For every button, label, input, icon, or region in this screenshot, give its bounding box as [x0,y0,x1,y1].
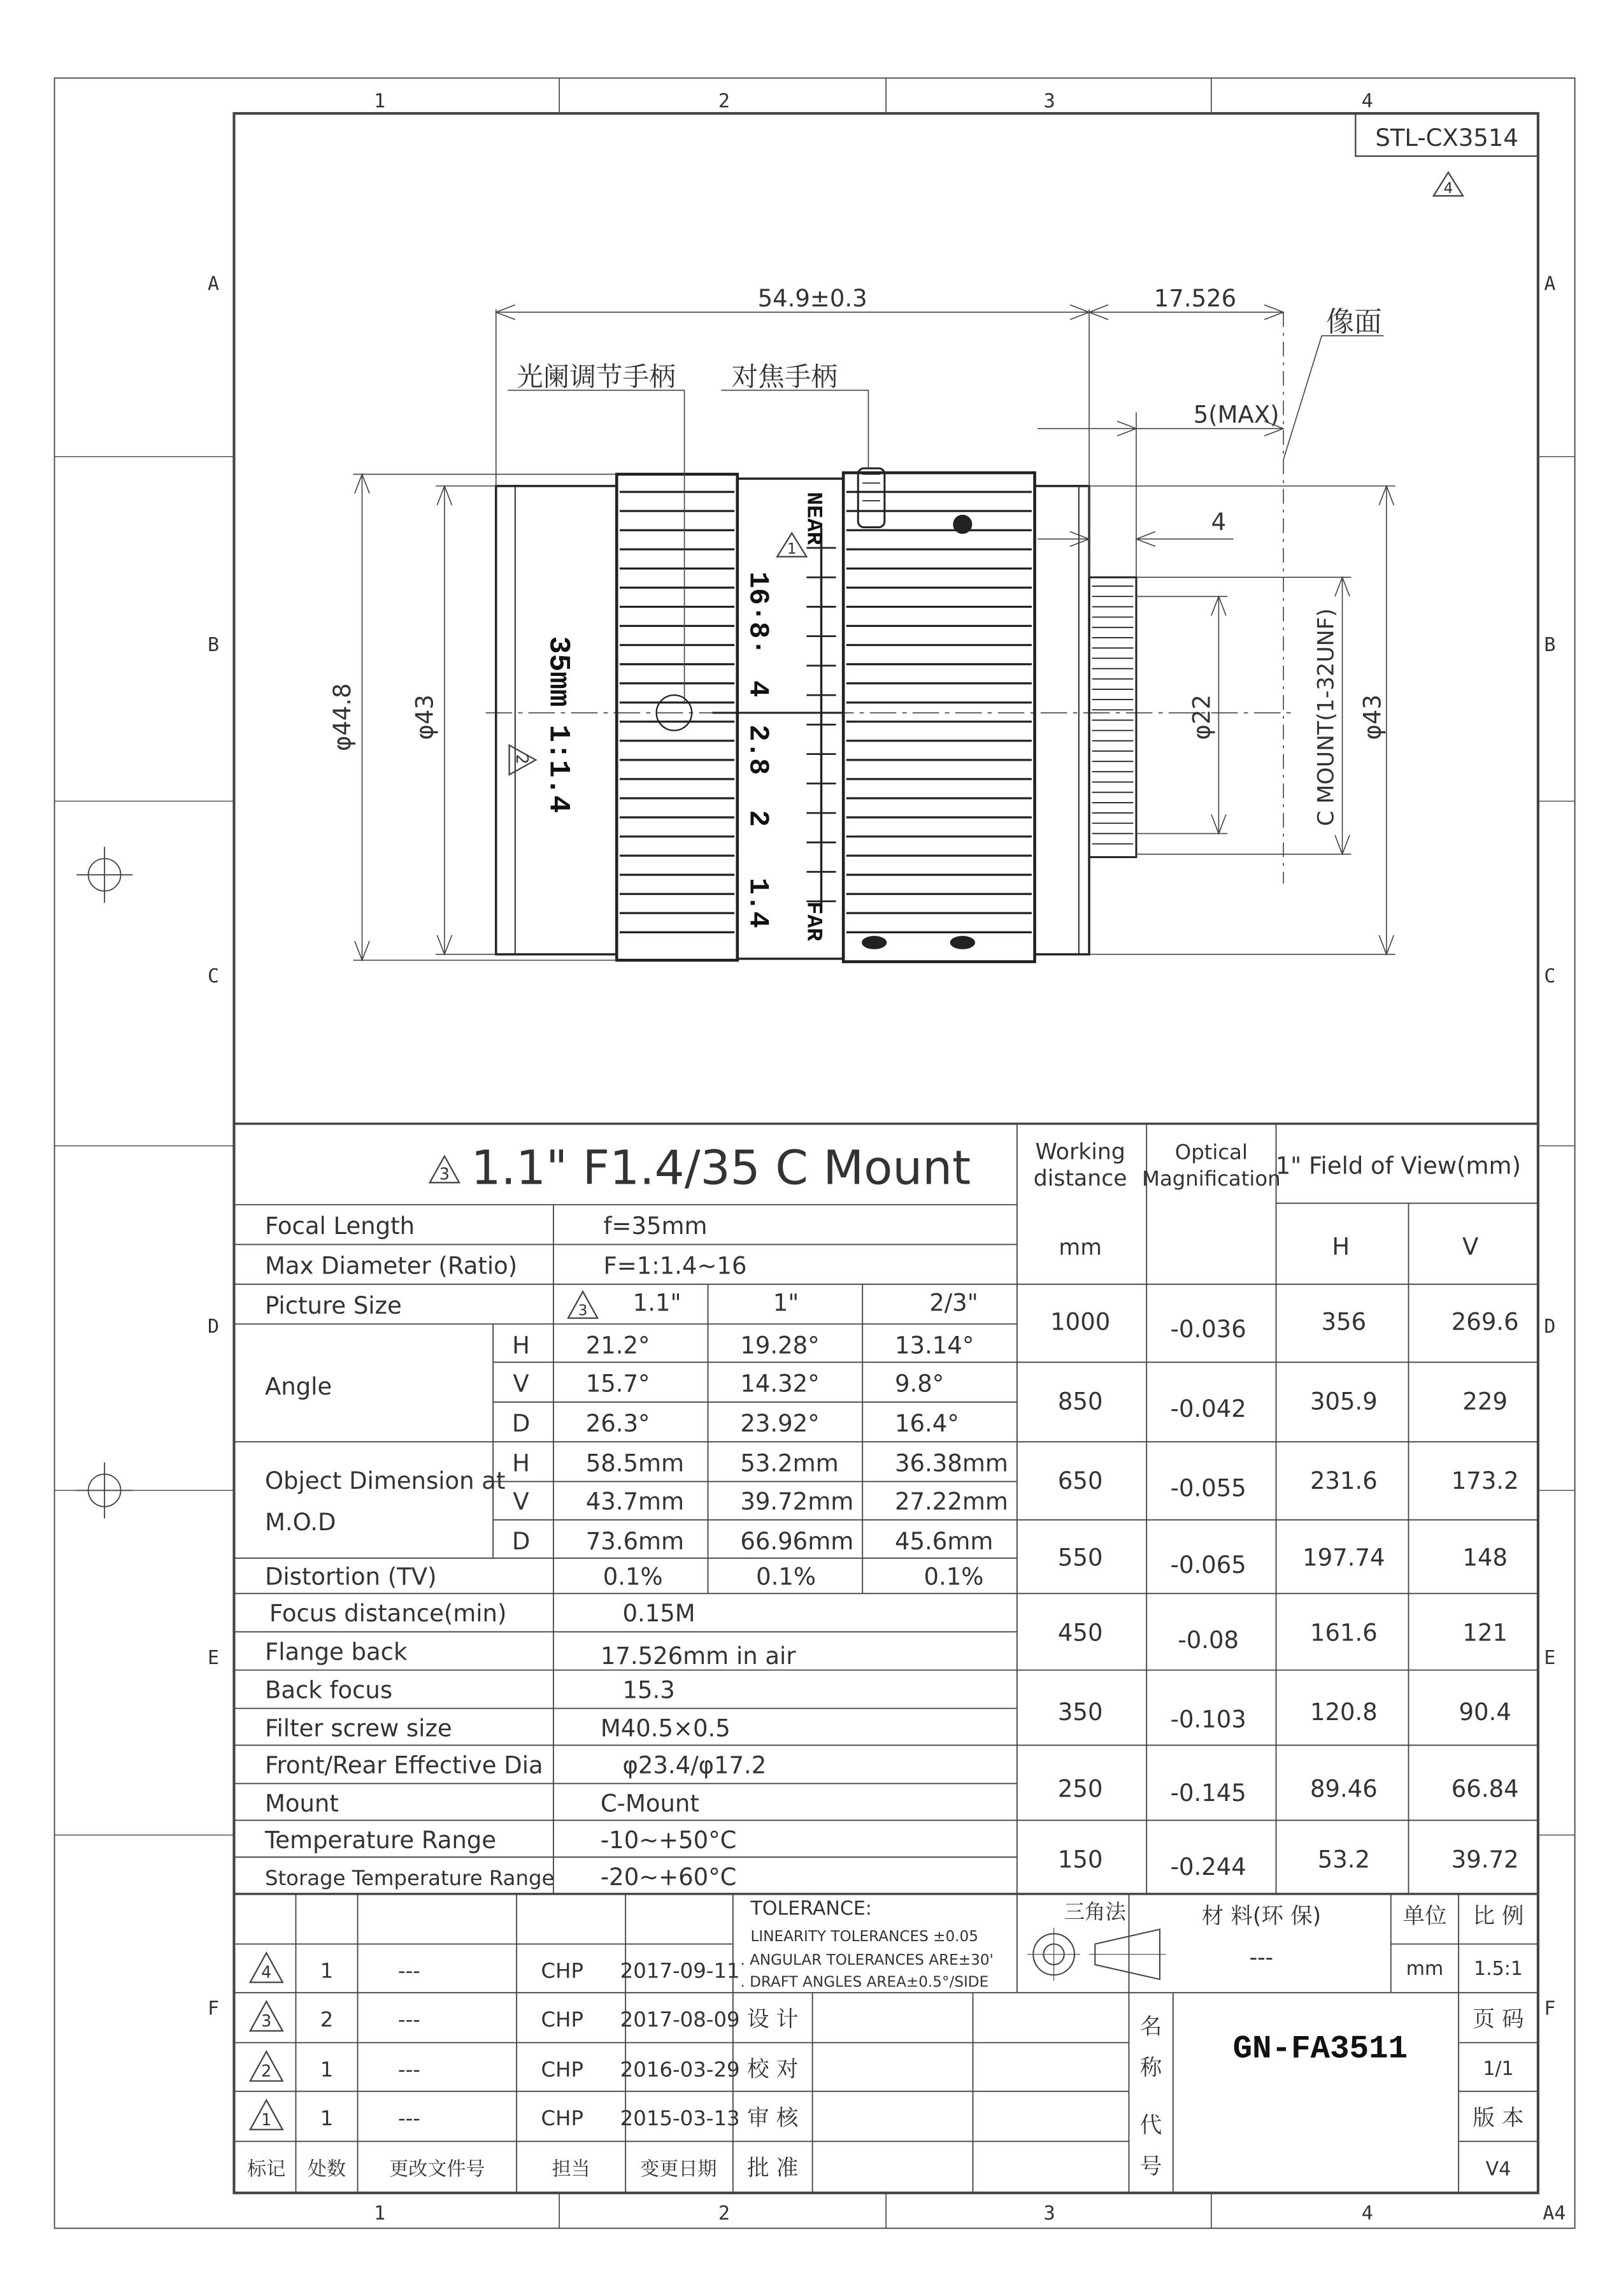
fov-h-value: 89.46 [1309,1775,1378,1803]
scale-label: 比 例 [1473,1904,1524,1930]
angle-value-1: 19.28° [740,1331,820,1360]
object-dim-value-1: 66.96mm [740,1527,854,1555]
zone-col-4: 4 [1361,90,1373,113]
zone-col-1: 1 [374,90,386,113]
header-working-distance-1: Working [1035,1139,1125,1165]
object-dim-value-2-3: 27.22mm [895,1488,1008,1516]
part-code: STL-CX3514 [1375,124,1518,152]
fov-working-distance: 850 [1057,1388,1103,1416]
dim-overall-length: 54.9±0.3 [757,284,867,312]
lens-marking-rev: 2 [513,754,532,764]
zone-col-2-bottom: 2 [718,2202,731,2225]
name-label-2: 称 [1139,2055,1162,2081]
unit-label: 单位 [1402,1904,1447,1930]
object-dim-value-1-1: 43.7mm [585,1488,685,1516]
revision-count: 1 [320,2057,334,2082]
tolerance-line-2: . ANGULAR TOLERANCES ARE±30' [740,1951,994,1969]
focal-length-value: f=35mm [603,1212,708,1240]
fov-v-value: 173.2 [1451,1467,1519,1495]
object-dim-value-1: 39.72mm [740,1488,854,1516]
zone-row-d: D [208,1316,220,1338]
iris-ring [617,474,737,960]
picture-size-1-1: 1.1" [632,1289,681,1317]
revision-mark: 3 [261,2011,272,2030]
revision-date: 2017-08-09 [620,2007,740,2032]
revision-doc: --- [397,1958,420,1983]
revision-count: 1 [320,2106,334,2130]
rev-header-mark: 标记 [247,2158,286,2181]
object-dim-value-1-1: 58.5mm [585,1449,685,1477]
screw [951,936,974,948]
object-dim-value-1: 53.2mm [740,1449,839,1477]
zone-row-c: C [208,965,220,987]
zone-row-a: A [208,273,220,296]
sign-approve: 批 准 [747,2155,799,2181]
focus-scale-rev: 1 [787,541,797,558]
focal-length-label: Focal Length [264,1212,415,1240]
version-value: V4 [1485,2158,1511,2181]
object-dim-value-2-3: 45.6mm [895,1527,994,1555]
filter-screw-label: Filter screw size [264,1714,452,1742]
fov-h-value: 161.6 [1309,1619,1378,1647]
fov-magnification: -0.036 [1170,1316,1246,1344]
max-diameter-label: Max Diameter (Ratio) [264,1252,518,1280]
fov-working-distance: 650 [1057,1467,1103,1495]
angle-value-2-3: 9.8° [895,1370,945,1398]
page-value: 1/1 [1483,2058,1514,2081]
revision-by: CHP [541,1958,583,1983]
third-angle-projection-icon [1027,1928,1166,1981]
revision-date: 2015-03-13 [620,2106,740,2130]
zone-row-e-right: E [1544,1647,1556,1670]
fov-magnification: -0.145 [1170,1779,1246,1807]
dim-phi-22: φ22 [1188,694,1216,740]
part-code-box [1355,113,1538,197]
registration-mark-icon [76,847,132,1518]
mount-thread [1089,577,1136,857]
dim-max-protrusion: 5(MAX) [1193,401,1280,429]
temperature-value: -10~+50°C [600,1826,737,1855]
sign-review: 审 核 [747,2105,799,2131]
max-diameter-value: F=1:1.4~16 [603,1252,747,1280]
storage-temperature-value: -20~+60°C [600,1863,737,1891]
picture-size-2-3: 2/3" [929,1289,978,1317]
material-label: 材 料(环 保) [1201,1904,1322,1930]
dim-flange-back: 17.526 [1153,284,1237,312]
picture-size-rev: 3 [578,1302,588,1319]
angle-value-1-1: 21.2° [585,1331,650,1360]
focus-handle-callout: 对焦手柄 [731,361,838,392]
object-dim-value-1-1: 73.6mm [585,1527,685,1555]
zone-col-3-bottom: 3 [1043,2202,1055,2225]
angle-axis: D [511,1410,531,1438]
angle-value-1: 14.32° [740,1370,820,1398]
focus-far-label: FAR [801,901,826,942]
angle-axis: H [512,1331,530,1360]
name-label-1: 名 [1139,2014,1162,2040]
angle-value-1-1: 26.3° [585,1410,650,1438]
zone-row-f: F [208,1997,220,2020]
revision-date: 2016-03-29 [620,2057,740,2082]
fov-h-value: 120.8 [1309,1698,1378,1726]
dim-phi-43-rear: φ43 [1359,694,1387,740]
mount-value: C-Mount [600,1790,699,1818]
part-code-rev: 4 [1443,180,1453,197]
picture-size-label: Picture Size [264,1292,402,1320]
revision-rows [250,1953,740,2130]
tolerance-line-3: . DRAFT ANGLES AREA±0.5°/SIDE [740,1974,989,1991]
focus-near-label: NEAR [801,492,826,545]
header-fov-h: H [1332,1233,1350,1261]
aperture-scale-2: 2 [741,810,774,827]
back-focus-label: Back focus [264,1676,393,1704]
filter-screw-value: M40.5×0.5 [600,1714,731,1742]
screw [953,515,971,533]
lens-drawing [486,468,1295,961]
fov-v-value: 90.4 [1459,1698,1511,1726]
object-dim-axis: V [513,1488,529,1516]
revision-mark: 2 [261,2061,272,2081]
header-unit-mm: mm [1059,1235,1102,1261]
tolerance-title: TOLERANCE: [750,1897,872,1920]
effective-dia-label: Front/Rear Effective Dia [264,1751,543,1779]
dim-phi-44-8: φ44.8 [329,683,356,752]
tolerance-line-1: LINEARITY TOLERANCES ±0.05 [750,1928,978,1945]
aperture-scale-1-4: 1.4 [741,877,774,928]
header-magnification-2: Magnification [1142,1166,1281,1191]
zone-row-e: E [208,1647,220,1670]
scale-value: 1.5:1 [1474,1958,1523,1981]
fov-magnification: -0.042 [1170,1395,1246,1423]
aperture-scale-4: 4 [741,680,774,698]
zone-row-f-right: F [1544,1997,1556,2020]
fov-v-value: 148 [1462,1544,1508,1572]
dim-c-mount: C MOUNT(1-32UNF) [1313,608,1339,826]
fov-v-value: 229 [1462,1388,1508,1416]
revision-doc: --- [397,2057,420,2082]
flange-back-label: Flange back [264,1638,408,1666]
revision-doc: --- [397,2007,420,2032]
zone-row-b: B [208,633,220,656]
sheet-size: A4 [1543,2202,1566,2225]
page-label: 页 码 [1473,2006,1524,2032]
screw [862,936,886,948]
fov-magnification: -0.244 [1170,1853,1246,1881]
revision-mark: 1 [261,2109,272,2129]
zone-col-1-bottom: 1 [374,2202,386,2225]
focus-knob [858,468,885,527]
spec-title-rev: 3 [439,1164,450,1184]
focus-distance-value: 0.15M [622,1600,695,1628]
back-focus-value: 15.3 [622,1676,675,1704]
code-label-2: 号 [1139,2154,1162,2180]
effective-dia-value: φ23.4/φ17.2 [622,1751,767,1779]
fov-v-value: 269.6 [1451,1308,1519,1336]
aperture-scale-16-8: 16·8· [741,571,774,656]
header-magnification-1: Optical [1174,1140,1248,1165]
aperture-scale-2-8: 2.8 [741,724,774,775]
fov-working-distance: 550 [1057,1544,1103,1572]
fov-v-value: 66.84 [1451,1775,1519,1803]
header-fov-v: V [1462,1233,1479,1261]
part-number: GN-FA3511 [1232,2031,1408,2068]
fov-h-value: 356 [1321,1308,1367,1336]
object-dim-axis: D [511,1527,531,1555]
zone-row-b-right: B [1544,633,1556,656]
revision-by: CHP [541,2007,583,2032]
revision-count: 1 [320,1958,334,1983]
revision-by: CHP [541,2057,583,2082]
angle-value-2-3: 16.4° [895,1410,959,1438]
distortion-v3: 0.1% [924,1563,984,1591]
spec-title [430,1141,971,1196]
fov-h-value: 53.2 [1317,1846,1371,1874]
angle-value-1: 23.92° [740,1410,820,1438]
object-dim-label-1: Object Dimension at [264,1467,506,1495]
angle-rows [512,1331,974,1437]
projection-label: 三角法 [1064,1900,1126,1925]
revision-doc: --- [397,2106,420,2130]
code-label-1: 代 [1139,2113,1162,2139]
fov-h-value: 305.9 [1309,1388,1378,1416]
object-dim-value-2-3: 36.38mm [895,1449,1008,1477]
fov-table-rows [1050,1308,1518,1880]
angle-value-2-3: 13.14° [895,1331,974,1360]
version-label: 版 本 [1473,2105,1524,2131]
spec-title-text: 1.1" F1.4/35 C Mount [471,1140,971,1196]
fov-working-distance: 1000 [1050,1308,1111,1336]
zone-col-3: 3 [1043,90,1055,113]
fov-working-distance: 450 [1057,1619,1103,1647]
fov-h-value: 231.6 [1309,1467,1378,1495]
fov-working-distance: 150 [1057,1846,1103,1874]
rear-body [1035,486,1090,954]
object-dim-axis: H [512,1449,530,1477]
dim-phi-43-front: φ43 [411,694,439,740]
fov-working-distance: 350 [1057,1698,1103,1726]
tolerance-notes [740,1897,994,1990]
fov-magnification: -0.08 [1178,1626,1239,1654]
rev-header-by: 担当 [552,2158,590,2181]
material-value: --- [1249,1944,1274,1970]
temperature-label: Temperature Range [264,1826,497,1855]
dimension-text [329,285,1387,826]
fov-magnification: -0.055 [1170,1474,1246,1502]
revision-by: CHP [541,2106,583,2130]
iris-handle-callout: 光阑调节手柄 [517,361,676,392]
distortion-v1: 0.1% [603,1563,663,1591]
focus-ring [843,473,1034,961]
lens-marking: 35mm 1:1.4 [541,636,575,814]
rev-header-date: 变更日期 [640,2158,717,2181]
distortion-label: Distortion (TV) [264,1563,437,1591]
fov-v-value: 39.72 [1451,1846,1519,1874]
object-dim-label-2: M.O.D [264,1508,336,1536]
focus-distance-label: Focus distance(min) [269,1600,507,1628]
unit-value: mm [1406,1958,1444,1981]
header-fov: 1" Field of View(mm) [1275,1152,1522,1180]
zone-row-c-right: C [1544,965,1556,987]
rev-header-count: 处数 [307,2158,346,2181]
fov-magnification: -0.065 [1170,1551,1246,1579]
sign-design: 设 计 [747,2006,799,2032]
angle-value-1-1: 15.7° [585,1370,650,1398]
zone-col-2: 2 [718,90,731,113]
distortion-v2: 0.1% [756,1563,816,1591]
zone-col-4-bottom: 4 [1361,2202,1373,2225]
sign-check: 校 对 [747,2056,799,2083]
revision-mark: 4 [261,1962,272,1982]
fov-magnification: -0.103 [1170,1705,1246,1733]
revision-count: 2 [320,2007,334,2032]
flange-back-value: 17.526mm in air [600,1642,796,1670]
fov-headers [1034,1139,1521,1260]
zone-row-d-right: D [1544,1316,1556,1338]
picture-size-1: 1" [773,1289,799,1317]
fov-v-value: 121 [1462,1619,1508,1647]
object-dimension-rows [512,1449,1008,1555]
fov-h-value: 197.74 [1302,1544,1385,1572]
angle-axis: V [513,1370,529,1398]
mount-label: Mount [264,1790,339,1818]
zone-row-a-right: A [1544,273,1556,296]
fov-working-distance: 250 [1057,1775,1103,1803]
rev-header-doc: 更改文件号 [389,2158,485,2181]
dim-thread-length: 4 [1211,508,1227,536]
header-working-distance-2: distance [1033,1165,1127,1191]
image-plane-label: 像面 [1326,306,1382,339]
revision-date: 2017-09-11 [620,1958,740,1983]
storage-temperature-label: Storage Temperature Range [264,1866,555,1891]
angle-label: Angle [264,1373,332,1401]
